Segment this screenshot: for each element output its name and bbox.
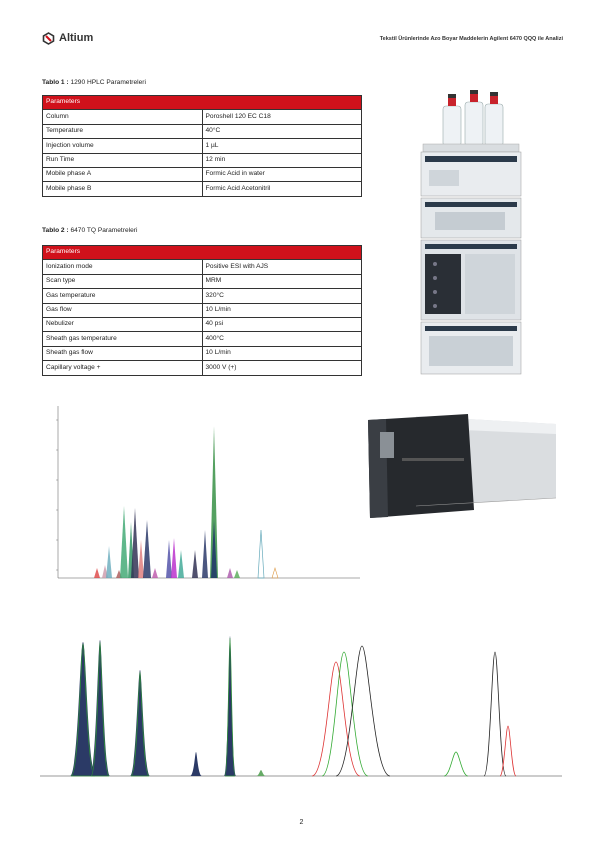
param-name: Injection volume	[43, 139, 203, 153]
table-row	[43, 361, 362, 375]
table1-caption-text: 1290 HPLC Parametreleri	[70, 79, 146, 86]
table-row	[43, 182, 362, 196]
param-name: Capillary voltage +	[43, 361, 203, 375]
table-row	[43, 332, 362, 346]
param-value: 400°C	[202, 332, 362, 346]
zoom-chromatogram-middle	[292, 622, 422, 784]
param-value: 1 µL	[202, 139, 362, 153]
param-name: Mobile phase B	[43, 182, 203, 196]
param-value: Formic Acid in water	[202, 167, 362, 181]
param-value: 3000 V (+)	[202, 361, 362, 375]
table2-caption-label: Tablo 2 :	[42, 227, 69, 234]
param-value: MRM	[202, 274, 362, 288]
page-number: 2	[299, 819, 304, 826]
table-row	[43, 167, 362, 181]
hplc-parameters-table	[42, 95, 362, 197]
overlay-chromatogram	[42, 400, 362, 590]
table-header-row	[43, 246, 362, 260]
chromatogram-peaks	[94, 426, 278, 578]
y-axis-ticks	[56, 420, 58, 570]
param-value: 12 min	[202, 153, 362, 167]
hplc-system-photo	[405, 88, 535, 383]
tq-parameters-table	[42, 245, 362, 376]
table2-caption	[42, 227, 137, 234]
param-name: Mobile phase A	[43, 167, 203, 181]
document-title: Tekstil Ürünlerinde Azo Boyar Maddelerin Agilent 6470 QQQ ile Analizi	[379, 36, 563, 42]
param-value: 40°C	[202, 124, 362, 138]
param-value: 40 psi	[202, 317, 362, 331]
param-value: 320°C	[202, 289, 362, 303]
logo-text: Altium	[59, 32, 94, 44]
param-name: Temperature	[43, 124, 203, 138]
param-name: Column	[43, 110, 203, 124]
param-value: Formic Acid Acetonitril	[202, 182, 362, 196]
table-row	[43, 260, 362, 274]
zoom-peaks-right	[444, 652, 516, 776]
param-value: 10 L/min	[202, 346, 362, 360]
param-name: Gas flow	[43, 303, 203, 317]
param-name: Sheath gas flow	[43, 346, 203, 360]
param-value: Poroshell 120 EC C18	[202, 110, 362, 124]
table-row	[43, 346, 362, 360]
table1-caption	[42, 79, 146, 86]
param-value: 10 L/min	[202, 303, 362, 317]
table-header-cell: Parameters	[43, 246, 362, 260]
table-row	[43, 274, 362, 288]
altium-logo-icon	[42, 32, 55, 45]
table-header-row	[43, 96, 362, 110]
param-name: Ionization mode	[43, 260, 203, 274]
table-row	[43, 139, 362, 153]
table1-caption-label: Tablo 1 :	[42, 79, 69, 86]
table-row	[43, 153, 362, 167]
table-header-cell: Parameters	[43, 96, 362, 110]
zoom-peaks-left	[70, 636, 266, 776]
param-name: Gas temperature	[43, 289, 203, 303]
param-value: Positive ESI with AJS	[202, 260, 362, 274]
table-row	[43, 289, 362, 303]
param-name: Scan type	[43, 274, 203, 288]
param-name: Nebulizer	[43, 317, 203, 331]
table-row	[43, 124, 362, 138]
triple-quad-ms-photo	[356, 406, 562, 526]
table2-caption-text: 6470 TQ Parametreleri	[70, 227, 138, 234]
table-row	[43, 317, 362, 331]
table-row	[43, 110, 362, 124]
table-row	[43, 303, 362, 317]
param-name: Run Time	[43, 153, 203, 167]
param-name: Sheath gas temperature	[43, 332, 203, 346]
altium-logo	[42, 31, 93, 45]
zoom-chromatogram-right	[422, 622, 562, 784]
zoom-chromatogram-left	[40, 622, 292, 784]
zoom-peaks-middle	[312, 646, 390, 776]
